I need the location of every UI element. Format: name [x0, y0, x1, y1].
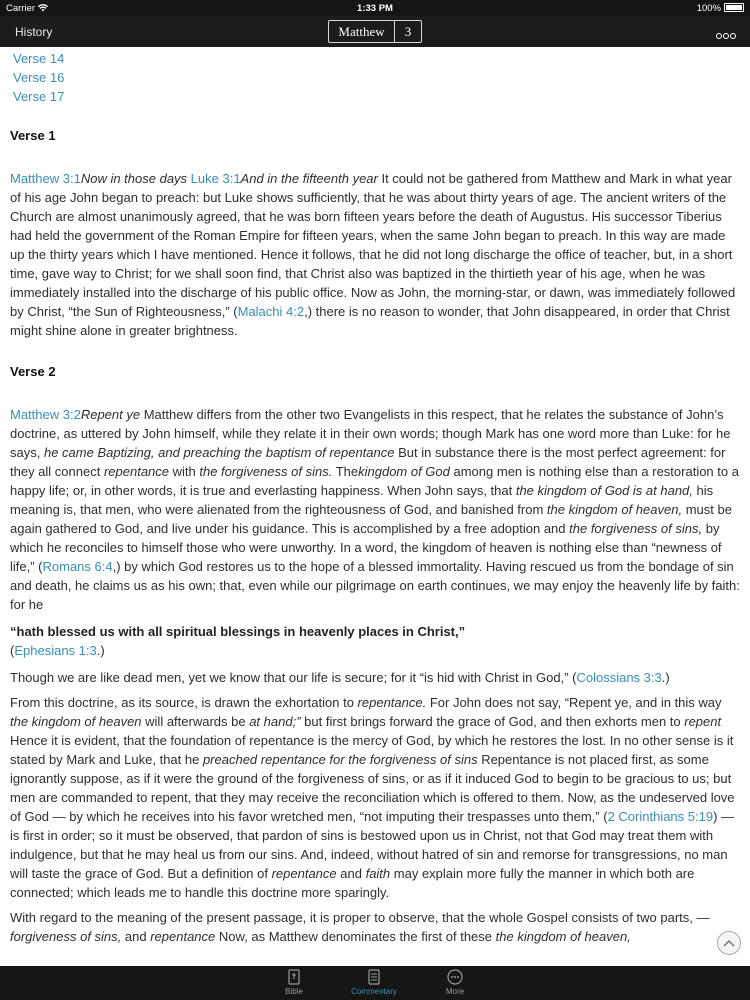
commentary-paragraph: From this doctrine, as its source, is drawn the exhortation to repentance. For John does not say, “Repent ye, and in this way the kingdom of heaven will afterwards be at hand;” but first brings forward the grace of God, and then exhorts men to repent Hence it is evident, that the foundation of repentance is the mercy of God, by which he restores the lost. In no other sense is it stated by Mark and Luke, that he preached repentance for the forgiveness of sins Repentance is not placed first, as some ignorantly suppose, as if it were the ground of the forgiveness of sins, or as if it induced God to begin to be gracious to us; but men are commanded to repent, that they may receive the reconciliation which is offered to them. Now, as the undeserved love of God — by which he receives into his favor wretched men, “not imputing their trespasses unto them,” (2 Corinthians 5:19) — is first in order; so it must be observed, that pardon of sins is bestowed upon us in Christ, not that God may treat them with indulgence, but that he may heal us from our sins. And, indeed, without hatred of sin and remorse for transgressions, no man will taste the grace of God. But a definition of repentance and faith may explain more fully the manner in which both are connected; which leads me to handle this doctrine more sparingly. — [10, 695, 735, 900]
tab-label: Bible — [285, 987, 303, 996]
commentary-paragraph: Though we are like dead men, yet we know that our life is secure; for it “is hid with Christ in God,” (Colossians 3:3.) — [10, 670, 670, 685]
tab-label: More — [445, 987, 465, 996]
nav-bar — [0, 16, 750, 47]
battery — [697, 3, 744, 14]
chevron-up-icon — [723, 939, 735, 947]
book-selector[interactable]: Matthew — [329, 21, 395, 42]
tab-label: Commentary — [351, 987, 397, 996]
book-icon — [288, 969, 300, 985]
quote-reference: (Ephesians 1:3.) — [10, 643, 105, 658]
scroll-to-top-button[interactable] — [717, 931, 741, 955]
scripture-link[interactable]: Romans 6:4 — [42, 559, 113, 574]
commentary-icon — [368, 969, 380, 985]
verse-link[interactable]: Verse 16 — [13, 70, 65, 85]
chapter-selector[interactable]: 3 — [404, 24, 412, 39]
passage-selector[interactable] — [328, 20, 422, 43]
commentary-paragraph: With regard to the meaning of the present passage, it is proper to observe, that the whole Gospel consists of two parts, —forgiveness of sins, and repentance Now, as Matthew denominates the first of these the kingdom of heaven, — [10, 910, 710, 944]
history-button[interactable]: History — [15, 25, 53, 39]
tab-bar — [0, 966, 750, 1000]
battery-icon — [724, 3, 744, 12]
tab-commentary[interactable] — [344, 969, 404, 996]
scripture-link[interactable]: 2 Corinthians 5:19 — [607, 809, 714, 824]
scripture-link[interactable]: Malachi 4:2 — [237, 304, 305, 319]
tab-bible[interactable] — [264, 969, 324, 996]
verse-heading: Verse 2 — [10, 364, 56, 379]
carrier-label: Carrier — [6, 3, 36, 14]
clock: 1:33 PM — [357, 3, 393, 14]
verse-heading: Verse 1 — [10, 128, 56, 143]
battery-percent: 100% — [696, 3, 721, 14]
scripture-link[interactable]: Luke 3:1 — [190, 171, 241, 186]
status-bar — [0, 0, 750, 16]
tab-more[interactable] — [425, 969, 485, 996]
verse-link[interactable]: Verse 14 — [13, 51, 65, 66]
scripture-link[interactable]: Ephesians 1:3 — [14, 643, 97, 658]
scripture-link[interactable]: Matthew 3:1 — [10, 171, 81, 186]
commentary-paragraph: Matthew 3:2Repent ye Matthew differs from the other two Evangelists in this respect, that he relates the substance of John’s doctrine, as uttered by John himself, while they relate it in their own words; though Mark has one word more than Luke: for he says, he came Baptizing, and preaching the baptism of repentance But in substance there is the most perfect agreement: for they all connect repentance with the forgiveness of sins. Thekingdom of God among men is nothing else than a restoration to a happy life; or, in other words, it is true and everlasting happiness. When John says, that the kingdom of God is at hand, his meaning is, that men, who were alienated from the righteousness of God, and banished from the kingdom of heaven, must be again gathered to God, and live under his guidance. This is accomplished by a free adoption and the forgiveness of sins, by which he reconciles to himself those who were unworthy. In a word, the kingdom of heaven is nothing else than “newness of life,” (Romans 6:4,) by which God restores us to the hope of a blessed immortality. Having rescued us from the bondage of sin and death, he claims us as his own; that, even while our pilgrimage on earth continues, we may enjoy the heavenly life by faith: for he — [10, 407, 740, 612]
verse-link[interactable]: Verse 17 — [13, 89, 65, 104]
scripture-link[interactable]: Matthew 3:2 — [10, 407, 81, 422]
commentary-content[interactable] — [0, 47, 750, 966]
more-circle-icon — [447, 969, 463, 985]
commentary-paragraph: Matthew 3:1Now in those days Luke 3:1And in the fifteenth year It could not be gathered from Matthew and Mark in what year of his age John began to preach: but Luke shows sufficiently, that he was about thirty years of age. The ancient writers of the Church are almost unanimously agreed, that he was born fifteen years before the death of Augustus. His successor Tiberius had held the government of the Roman Empire for fifteen years, when the same John began to preach. In this way are made up the thirty years which I have mentioned. Hence it follows, that he did not long discharge the office of teacher, but, in a short time, gave way to Christ; for we shall soon find, that Christ also was baptized in the thirtieth year of his age, when he was immediately installed into the discharge of his public office. Now as John, the morning-star, or dawn, was immediately followed by Christ, “the Sun of Righteousness,” (Malachi 4:2,) there is no reason to wonder, that John disappeared, in order that Christ might shine alone in greater brightness. — [10, 171, 736, 338]
scripture-link[interactable]: Colossians 3:3 — [576, 670, 662, 685]
ellipsis-icon[interactable] — [715, 26, 736, 44]
block-quote: “hath blessed us with all spiritual blessings in heavenly places in Christ,” — [10, 624, 466, 639]
verse-index — [0, 49, 750, 106]
